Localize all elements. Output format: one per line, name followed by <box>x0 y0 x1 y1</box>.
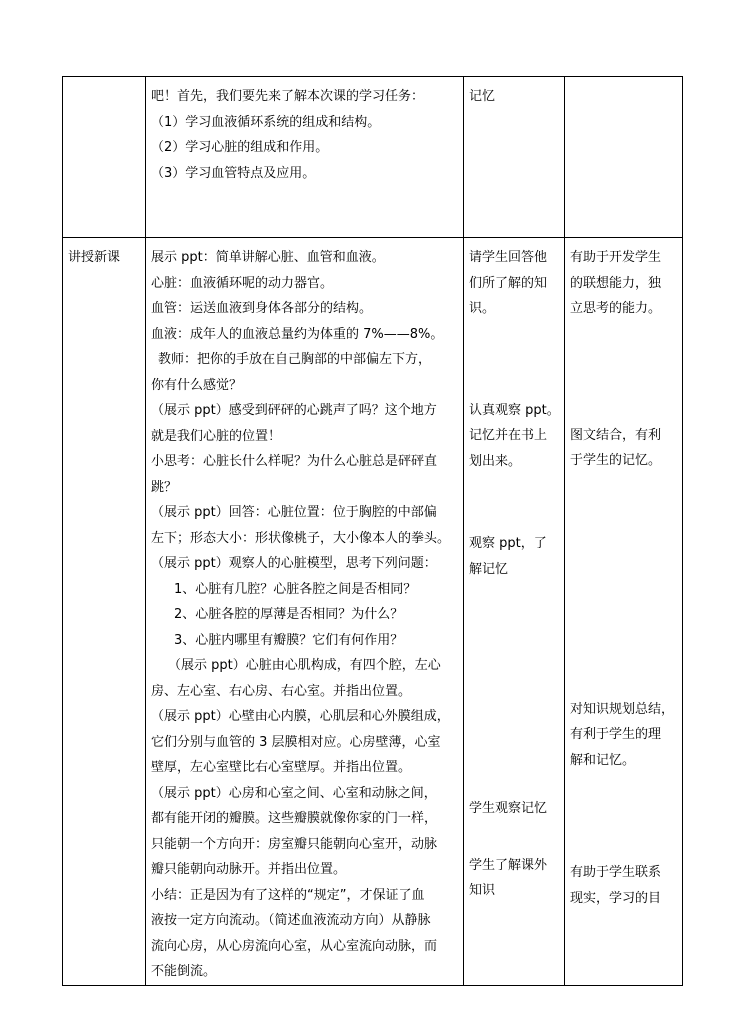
table-row <box>63 238 683 986</box>
text-line: 3、心脏内哪里有瓣膜？它们有何作用？ <box>174 632 404 648</box>
text-line: 们所了解的知 <box>469 275 548 291</box>
text-line: 识。 <box>469 301 496 316</box>
text-line: 有助于开发学生 <box>570 250 662 265</box>
text-line: 心脏：血液循环呢的动力器官。 <box>151 275 334 291</box>
text-line: （展示 ppt）心壁由心内膜，心肌层和心外膜组成， <box>151 709 450 724</box>
text-line: 立思考的能力。 <box>570 301 662 316</box>
stage-cell: 讲授新课 <box>63 238 146 986</box>
text-line: 吧！首先，我们要先来了解本次课的学习任务： <box>151 89 425 104</box>
text-line: 记忆并在书上 <box>469 428 548 443</box>
text-line: （2）学习心脏的组成和作用。 <box>151 140 329 155</box>
text-line: 小思考：心脏长什么样呢？为什么心脏总是砰砰直 <box>151 454 438 469</box>
student-activity-cell <box>464 238 565 986</box>
text-line: 房、左心室、右心房、右心室。并指出位置。 <box>151 683 412 699</box>
text-line: 的联想能力，独 <box>570 275 662 291</box>
text-line: 记忆 <box>469 89 496 104</box>
stage-cell <box>63 77 146 238</box>
text-line: 液按一定方向流动。（简述血液流动方向）从静脉 <box>151 913 431 928</box>
text-line: 它们分别与血管的 3 层膜相对应。心房壁薄，心室 <box>151 734 441 750</box>
text-line: 有助于学生联系 <box>570 865 662 880</box>
text-line: 学生观察记忆 <box>469 801 548 816</box>
text-line: （展示 ppt）心房和心室之间、心室和动脉之间， <box>151 785 437 801</box>
text-line: 小结：正是因为有了这样的“规定”，才保证了血 <box>151 887 425 903</box>
text-line: 你有什么感觉？ <box>151 377 243 393</box>
text-line: （1）学习血液循环系统的组成和结构。 <box>151 114 381 130</box>
text-line: 跳？ <box>151 479 178 495</box>
content-cell <box>146 77 464 238</box>
text-line: 展示 ppt：简单讲解心脏、血管和血液。 <box>151 250 385 265</box>
text-line: 教师：把你的手放在自己胸部的中部偏左下方， <box>158 352 432 367</box>
content-cell <box>146 238 464 986</box>
table-row <box>63 77 683 238</box>
text-line: 壁厚，左心室壁比右心室壁厚。并指出位置。 <box>151 760 412 775</box>
text-line: 观察 ppt，了 <box>469 536 547 551</box>
text-line: 流向心房，从心房流向心室，从心室流向动脉，而 <box>151 938 438 954</box>
text-line: 对知识规划总结， <box>570 701 675 717</box>
text-line: （展示 ppt）观察人的心脏模型，思考下列问题： <box>151 556 437 571</box>
text-line: 2、心脏各腔的厚薄是否相同？为什么？ <box>174 607 404 622</box>
text-line: 左下；形态大小：形状像桃子，大小像本人的拳头。 <box>151 530 451 546</box>
text-line: 就是我们心脏的位置！ <box>151 428 282 444</box>
purpose-cell <box>565 238 683 986</box>
text-line: 现实，学习的目 <box>570 890 662 906</box>
text-line: 请学生回答他 <box>469 250 548 265</box>
lesson-plan-table <box>62 76 683 986</box>
text-line: （3）学习血管特点及应用。 <box>151 165 316 181</box>
text-line: 只能朝一个方向开：房室瓣只能朝向心室开，动脉 <box>151 836 438 852</box>
text-line: 图文结合，有利 <box>570 427 662 443</box>
text-line: 认真观察 ppt。 <box>469 402 560 418</box>
text-line: 不能倒流。 <box>151 964 217 979</box>
purpose-cell <box>565 77 683 238</box>
text-line: 学生了解课外 <box>469 857 548 873</box>
text-line: 划出来。 <box>469 453 522 469</box>
text-line: 于学生的记忆。 <box>570 453 662 468</box>
text-line: 都有能开闭的瓣膜。这些瓣膜就像你家的门一样， <box>151 811 438 826</box>
text-line: 解记忆 <box>469 561 509 577</box>
text-line: 知识 <box>469 883 496 898</box>
text-line: 解和记忆。 <box>570 752 636 768</box>
student-activity-cell <box>464 77 565 238</box>
text-line: （展示 ppt）感受到砰砰的心跳声了吗？这个地方 <box>151 403 437 418</box>
text-line: 瓣只能朝向动脉开。并指出位置。 <box>151 862 347 877</box>
text-line: 血管：运送血液到身体各部分的结构。 <box>151 301 373 316</box>
text-line: （展示 ppt）心脏由心肌构成，有四个腔，左心 <box>168 658 441 673</box>
text-line: 有利于学生的理 <box>570 727 662 742</box>
text-line: 血液：成年人的血液总量约为体重的 7%——8%。 <box>151 326 444 342</box>
text-line: （展示 ppt）回答：心脏位置：位于胸腔的中部偏 <box>151 505 437 520</box>
text-line: 1、心脏有几腔？心脏各腔之间是否相同？ <box>174 581 417 597</box>
